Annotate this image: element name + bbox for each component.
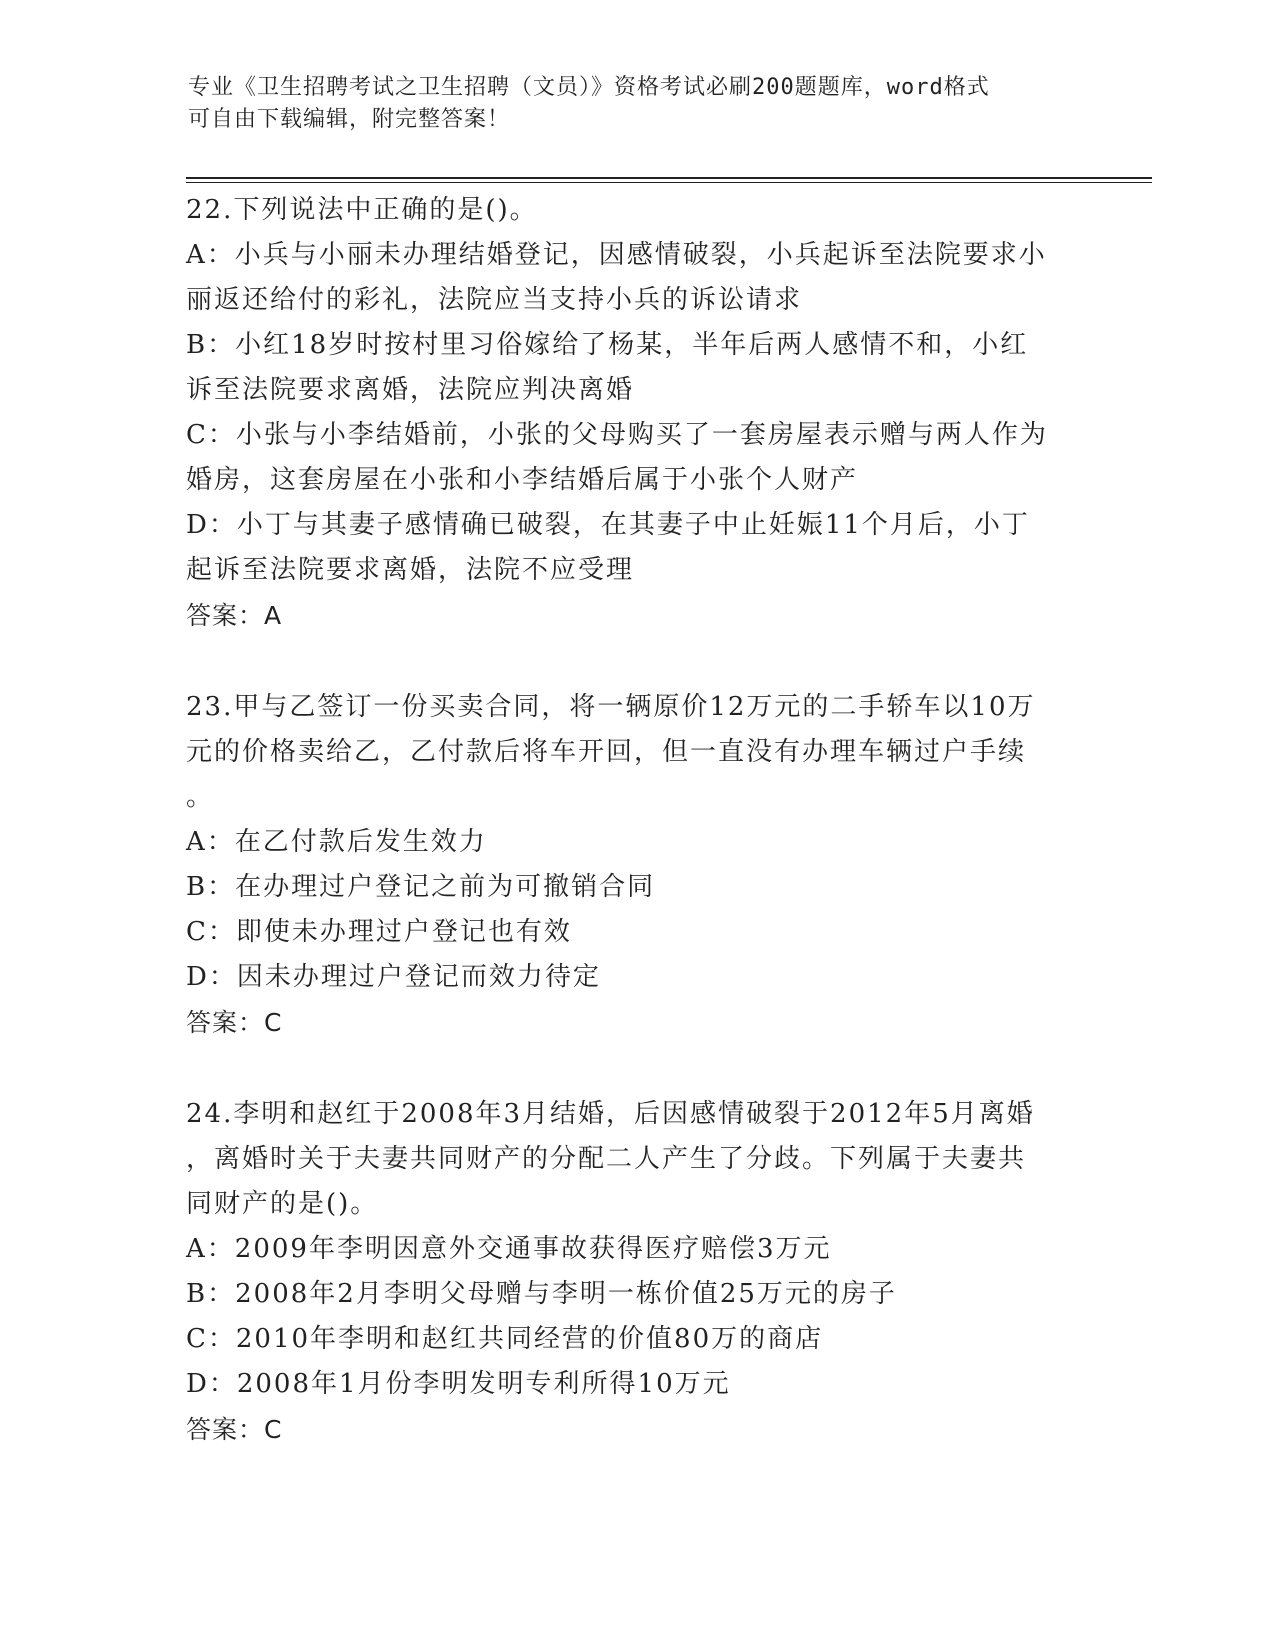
answer-line: 答案：C — [186, 1415, 283, 1444]
option-c: C：即使未办理过户登记也有效 — [186, 917, 572, 947]
question-stem-line-1: 23.甲与乙签订一份买卖合同，将一辆原价12万元的二手轿车以10万 — [186, 692, 1036, 722]
question-stem-line-3: 。 — [186, 782, 215, 812]
option-b: B：在办理过户登记之前为可撤销合同 — [186, 872, 656, 902]
option-c: C：2010年李明和赵红共同经营的价值80万的商店 — [186, 1324, 824, 1354]
header-line-1: 专业《卫生招聘考试之卫生招聘（文员）》资格考试必刷200题题库，word格式 — [188, 75, 990, 100]
header-divider-thin — [186, 182, 1152, 183]
option-b: B：2008年2月李明父母赠与李明一栋价值25万元的房子 — [186, 1279, 897, 1309]
answer-line: 答案：A — [186, 601, 283, 630]
question-24 — [186, 1092, 1086, 1452]
answer-line: 答案：C — [186, 1008, 283, 1037]
option-a: A：2009年李明因意外交通事故获得医疗赔偿3万元 — [186, 1234, 832, 1264]
option-d-line-1: D：小丁与其妻子感情确已破裂，在其妻子中止妊娠11个月后，小丁 — [186, 510, 1030, 540]
option-b-line-1: B：小红18岁时按村里习俗嫁给了杨某，半年后两人感情不和，小红 — [186, 330, 1029, 360]
question-stem-line-2: ，离婚时关于夫妻共同财产的分配二人产生了分歧。下列属于夫妻共 — [186, 1144, 1027, 1174]
question-22 — [186, 188, 1086, 638]
option-a-line-1: A：小兵与小丽未办理结婚登记，因感情破裂，小兵起诉至法院要求小 — [186, 240, 1047, 270]
option-d: D：2008年1月份李明发明专利所得10万元 — [186, 1369, 731, 1399]
question-stem-line-3: 同财产的是()。 — [186, 1189, 379, 1219]
question-23 — [186, 685, 1086, 1045]
question-stem: 22.下列说法中正确的是()。 — [186, 195, 538, 225]
option-a: A：在乙付款后发生效力 — [186, 827, 487, 857]
question-stem-line-2: 元的价格卖给乙，乙付款后将车开回，但一直没有办理车辆过户手续 — [186, 737, 1027, 767]
questions-body — [186, 188, 1086, 1499]
option-d-line-2: 起诉至法院要求离婚，法院不应受理 — [186, 555, 635, 585]
header-line-2: 可自由下载编辑，附完整答案！ — [188, 107, 511, 132]
option-c-line-1: C：小张与小李结婚前，小张的父母购买了一套房屋表示赠与两人作为 — [186, 420, 1048, 450]
question-stem-line-1: 24.李明和赵红于2008年3月结婚，后因感情破裂于2012年5月离婚 — [186, 1099, 1035, 1129]
option-d: D：因未办理过户登记而效力待定 — [186, 962, 601, 992]
option-a-line-2: 丽返还给付的彩礼，法院应当支持小兵的诉讼请求 — [186, 285, 803, 315]
document-header — [188, 72, 1068, 136]
header-divider-thick — [186, 177, 1152, 179]
option-c-line-2: 婚房，这套房屋在小张和小李结婚后属于小张个人财产 — [186, 465, 859, 495]
option-b-line-2: 诉至法院要求离婚，法院应判决离婚 — [186, 375, 635, 405]
